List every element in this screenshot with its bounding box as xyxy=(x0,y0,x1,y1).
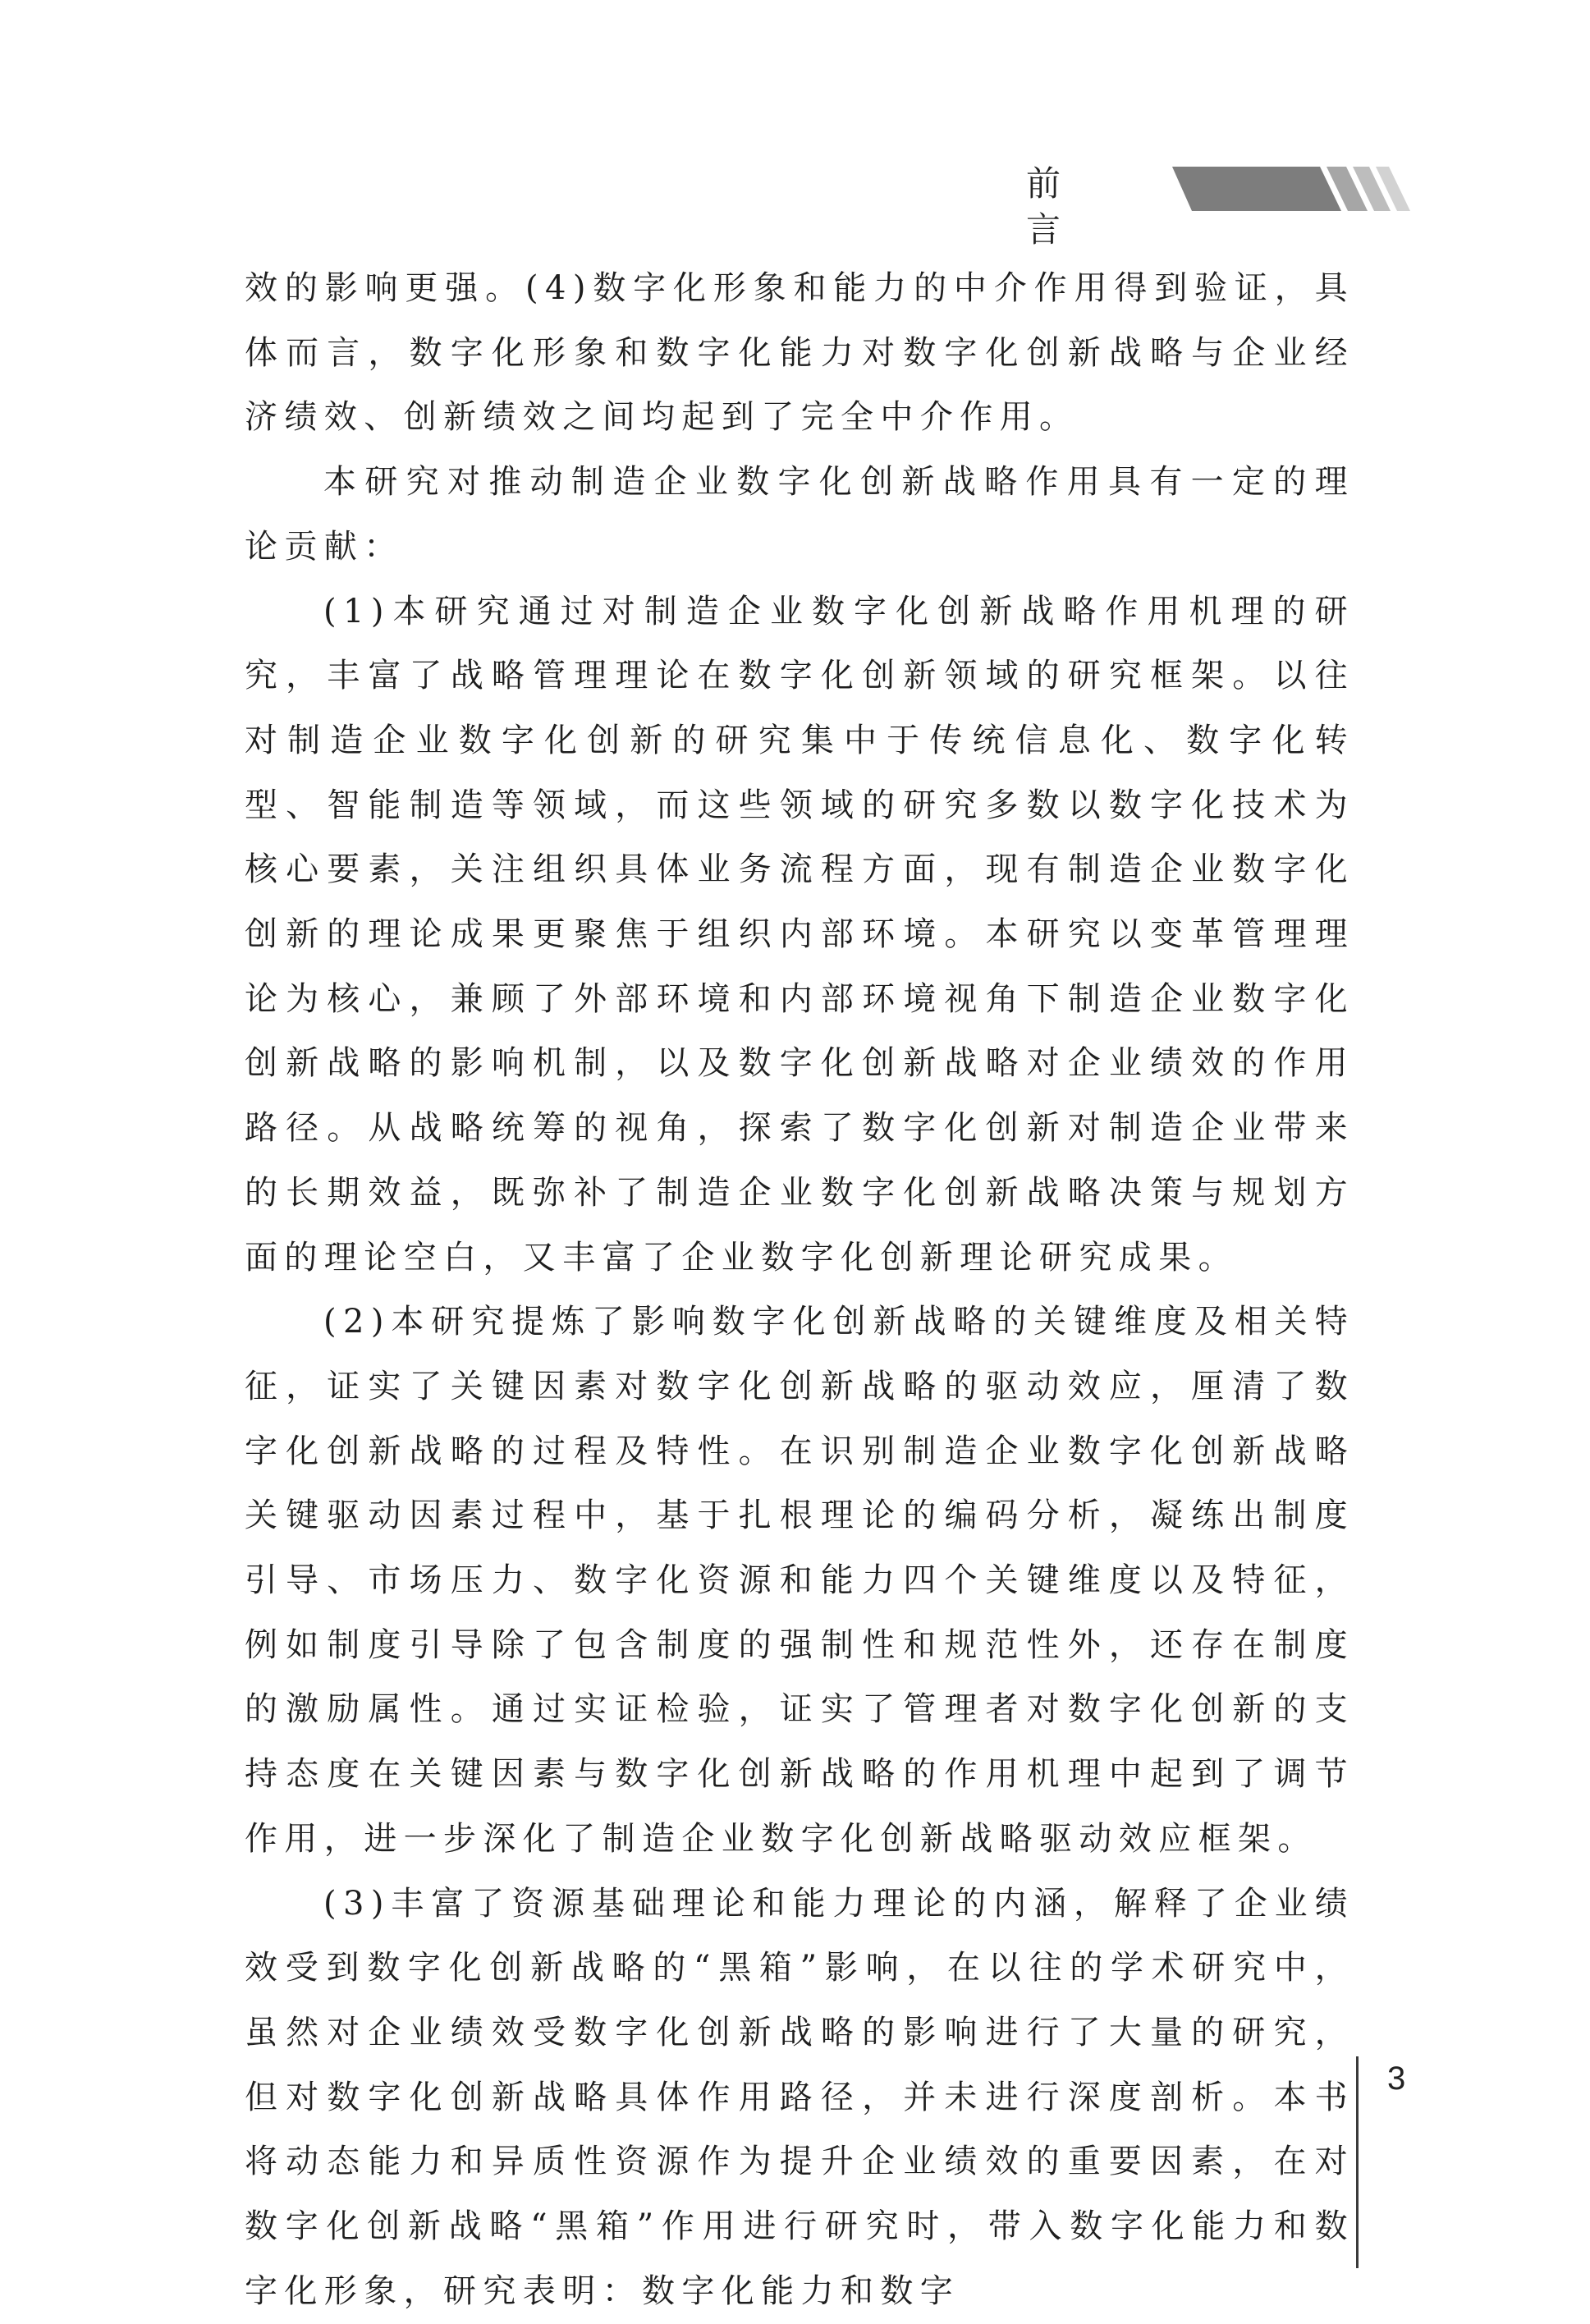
running-header-title: 前 言 xyxy=(1026,163,1109,250)
paragraph-1: 效的影响更强。(4)数字化形象和能力的中介作用得到验证，具体而言，数字化形象和数字化能力对数字化创新战略与企业经济绩效、创新绩效之间均起到了完全中介作用。 xyxy=(245,269,1354,437)
paragraph-5: (3)丰富了资源基础理论和能力理论的内涵，解释了企业绩效受到数字化创新战略的“黑箱”影响，在以往的学术研究中，虽然对企业绩效受数字化创新战略的影响进行了大量的研究，但对数字化创新战略具体作用路径，并未进行深度剖析。本书将动态能力和异质性资源作为提升企业绩效的重要因素，在对数字化创新战略“黑箱”作用进行研究时，带入数字化能力和数字化形象，研究表明：数字化能力和数字 xyxy=(245,1884,1354,2310)
footer-vertical-rule xyxy=(1356,2056,1359,2268)
paragraph-3: (1)本研究通过对制造企业数字化创新战略作用机理的研究，丰富了战略管理理论在数字化创新领域的研究框架。以往对制造企业数字化创新的研究集中于传统信息化、数字化转型、智能制造等领域，而这些领域的研究多数以数字化技术为核心要素，关注组织具体业务流程方面，现有制造企业数字化创新的理论成果更聚焦于组织内部环境。本研究以变革管理理论为核心，兼顾了外部环境和内部环境视角下制造企业数字化创新战略的影响机制，以及数字化创新战略对企业绩效的作用路径。从战略统筹的视角，探索了数字化创新对制造企业带来的长期效益，既弥补了制造企业数字化创新战略决策与规划方面的理论空白，又丰富了企业数字化创新理论研究成果。 xyxy=(245,592,1354,1277)
page-number: 3 xyxy=(1387,2060,1406,2097)
header-stripe-decoration-icon xyxy=(1172,167,1418,211)
paragraph-2: 本研究对推动制造企业数字化创新战略作用具有一定的理论贡献： xyxy=(245,463,1354,566)
paragraph-4: (2)本研究提炼了影响数字化创新战略的关键维度及相关特征，证实了关键因素对数字化创新战略的驱动效应，厘清了数字化创新战略的过程及特性。在识别制造企业数字化创新战略关键驱动因素过程中，基于扎根理论的编码分析，凝练出制度引导、市场压力、数字化资源和能力四个关键维度以及特征，例如制度引导除了包含制度的强制性和规范性外，还存在制度的激励属性。通过实证检验，证实了管理者对数字化创新的支持态度在关键因素与数字化创新战略的作用机理中起到了调节作用，进一步深化了制造企业数字化创新战略驱动效应框架。 xyxy=(245,1303,1354,1858)
header-stripe-main xyxy=(1172,167,1341,211)
body-text xyxy=(245,256,1354,2324)
